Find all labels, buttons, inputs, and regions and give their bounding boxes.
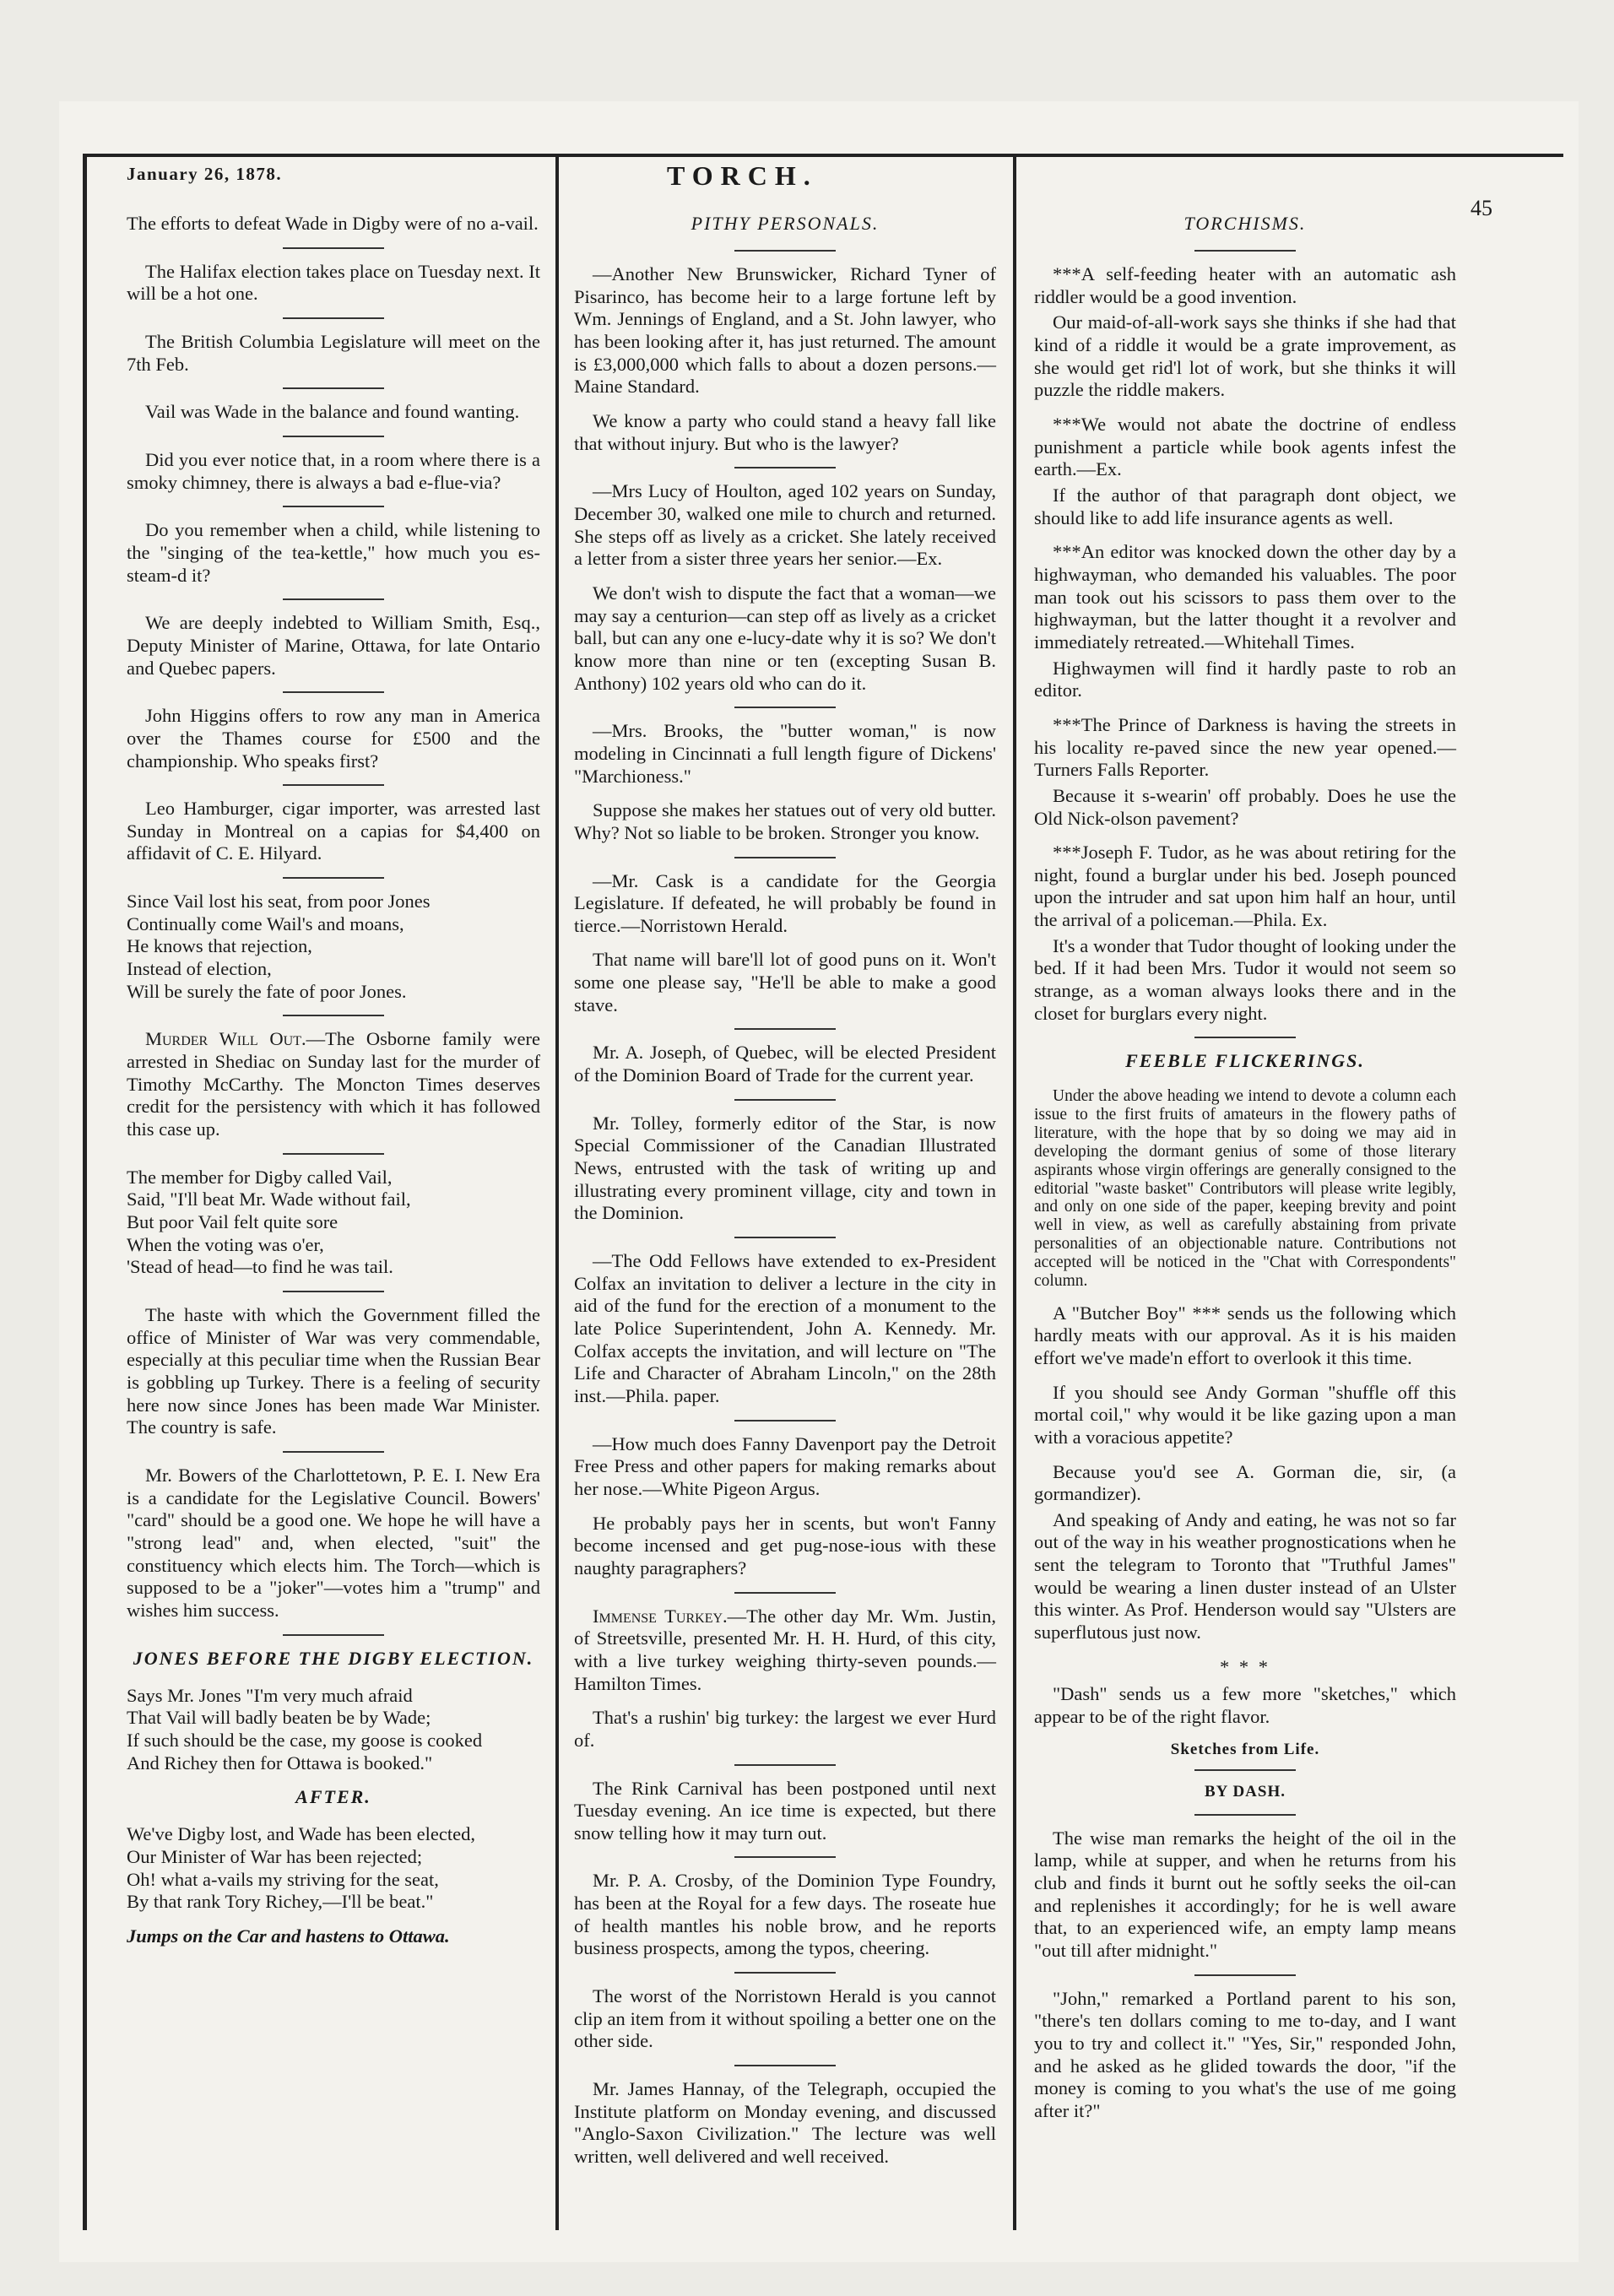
paragraph: If the author of that paragraph dont object, we should like to add life insurance agents as well.: [1034, 484, 1456, 528]
paragraph: If you should see Andy Gorman "shuffle off this mortal coil," why would it be like gazing upon a man with a voracious appetite?: [1034, 1381, 1456, 1448]
separator-rule: [734, 1420, 836, 1421]
separator-rule: [1194, 1769, 1296, 1771]
poem-line: He knows that rejection,: [127, 935, 312, 957]
poem-line: The member for Digby called Vail,: [127, 1166, 393, 1188]
separator-rule: [734, 857, 836, 858]
paragraph: We don't wish to dispute the fact that a woman—we may say a centurion—can step off as lively as a cricket ball, but can any one e-lucy-date why it is so? We don't know more than nine or ten (excepting Susan B. Anthony) 102 years old who can do it.: [574, 582, 996, 694]
column-2: [574, 213, 996, 2180]
paragraph: Mr. James Hannay, of the Telegraph, occupied the Institute platform on Monday evening, and discussed "Anglo-Saxon Civilization." The lecture was well written, well delivered and well received.: [574, 2078, 996, 2168]
paragraph: ***Joseph F. Tudor, as he was about retiring for the night, found a burglar under his bed. Joseph pounced upon the intruder and sat upon him half an hour, until the arrival of a policeman.—Phila. Ex.: [1034, 842, 1456, 931]
separator-rule: [283, 784, 384, 786]
paragraph: We are deeply indebted to William Smith, Esq., Deputy Minister of Marine, Ottawa, for late Ontario and Quebec papers.: [127, 612, 540, 679]
poem-line: Instead of election,: [127, 958, 272, 980]
top-rule: [83, 154, 1563, 157]
poem-line: Since Vail lost his seat, from poor Jones: [127, 891, 431, 912]
poem-jones-before: [127, 1685, 540, 1775]
separator-rule: [734, 1099, 836, 1101]
paragraph: The haste with which the Government filled the office of Minister of War was very commendable, especially at this peculiar time when the Russian Bear is gobbling up Turkey. There is a feeling of security here now since Jones has been made War Minister. The country is safe.: [127, 1303, 540, 1438]
paragraph: "John," remarked a Portland parent to his son, "there's ten dollars coming to me to-day, and I want you to try and collect it." "Yes, Sir," responded John, and he asked as he glided towards the door, "if the money is coming to you what's the use of me going after it?": [1034, 1987, 1456, 2121]
poem-line: Oh! what a-vails my striving for the seat,: [127, 1868, 439, 1890]
paragraph: Mr. Bowers of the Charlottetown, P. E. I. New Era is a candidate for the Legislative Council. Bowers' "card" should be a good one. We hope he will have a "strong lead" and, when elected, "suit" the constituency which elects him. The Torch—which is supposed to be a "joker"—votes him a "trump" and wishes him success.: [127, 1464, 540, 1621]
separator-rule: [283, 247, 384, 249]
column-1: [127, 213, 540, 1960]
paragraph: "Dash" sends us a few more "sketches," which appear to be of the right flavor.: [1034, 1683, 1456, 1728]
poem-line: We've Digby lost, and Wade has been elected,: [127, 1823, 475, 1845]
separator-rule: [734, 707, 836, 708]
paragraph: That name will bare'll lot of good puns on it. Won't some one please say, "He'll be able to make a good stave.: [574, 949, 996, 1015]
paragraph: —Mrs. Brooks, the "butter woman," is now modeling in Cincinnati a full length figure of Dickens' "Marchioness.": [574, 720, 996, 787]
separator-rule: [734, 1856, 836, 1858]
poem-line: But poor Vail felt quite sore: [127, 1211, 339, 1232]
separator-rule: [734, 1972, 836, 1974]
paragraph: John Higgins offers to row any man in America over the Thames course for £500 and the championship. Who speaks first?: [127, 705, 540, 772]
separator-rule: [283, 1451, 384, 1453]
paragraph: ***An editor was knocked down the other day by a highwayman, who demanded his valuables. The poor man took out his scissors to pass them over to the highwayman, but the latter thought it a revolver and immediately retreated.—Whitehall Times.: [1034, 541, 1456, 653]
paragraph: Did you ever notice that, in a room where there is a smoky chimney, there is always a bad e-flue-via?: [127, 448, 540, 493]
separator-rule: [283, 691, 384, 693]
paragraph: And speaking of Andy and eating, he was not so far out of the way in his weather prognostications when he sent the telegram to Toronto that "Truthful James" would be wearing a linen duster instead of an Ulster this winter. As Prof. Henderson would say "Ulsters are superflutous just now.: [1034, 1508, 1456, 1643]
newspaper-page: [59, 101, 1579, 2262]
separator-rule: [283, 1015, 384, 1016]
paragraph: Mr. P. A. Crosby, of the Dominion Type Foundry, has been at the Royal for a few days. The roseate hue of health mantles his noble brow, and he reports business prospects, among the typos, cheering.: [574, 1870, 996, 1959]
paragraph: The wise man remarks the height of the oil in the lamp, while at supper, and when he returns from his club and finds it burnt out he softly seeks the oil-can and replenishes it accordingly; for he is well aware that, to an experienced wife, an empty lamp means "out till after midnight.": [1034, 1827, 1456, 1962]
poem-digby-member: [127, 1167, 540, 1279]
section-heading: JONES BEFORE THE DIGBY ELECTION.: [133, 1647, 534, 1669]
separator-rule: [283, 436, 384, 437]
poem-line: Our Minister of War has been rejected;: [127, 1845, 423, 1867]
separator-rule: [283, 387, 384, 389]
paragraph: The efforts to defeat Wade in Digby were of no a-vail.: [127, 213, 539, 234]
paragraph: Immense Turkey.—The other day Mr. Wm. Justin, of Streetsville, presented Mr. H. H. Hurd, of this city, with a live turkey weighing thirty-seven pounds.—Hamilton Times.: [574, 1605, 996, 1694]
left-rule: [83, 154, 87, 2230]
section-subheading: AFTER.: [295, 1786, 371, 1808]
poem-line: That Vail will badly beaten be by Wade;: [127, 1707, 431, 1729]
paragraph: ***The Prince of Darkness is having the streets in his locality re-paved since the new year opened.—Turners Falls Reporter.: [1034, 713, 1456, 781]
poem-line: 'Stead of head—to find he was tail.: [127, 1256, 393, 1278]
paragraph: A "Butcher Boy" *** sends us the following which hardly meats with our approval. As it is his maiden effort we've made'n effort to overlook it this time.: [1034, 1302, 1456, 1368]
paragraph: ***A self-feeding heater with an automatic ash riddler would be a good invention.: [1034, 263, 1456, 307]
separator-rule: [283, 598, 384, 600]
paragraph: —Mrs Lucy of Houlton, aged 102 years on Sunday, December 30, walked one mile to church and returned. She steps off as lively as a cricket. She lately received a letter from a sister three years her senior.—Ex.: [574, 480, 996, 570]
column-3: [1034, 213, 1456, 2135]
separator-rule: [734, 467, 836, 468]
paragraph: Mr. A. Joseph, of Quebec, will be elected President of the Dominion Board of Trade for the current year.: [574, 1042, 996, 1086]
paragraph: He probably pays her in scents, but won't Fanny become incensed and get pug-nose-ious with these naughty paragraphers?: [574, 1512, 996, 1578]
separator-rule: [734, 1764, 836, 1766]
section-heading: PITHY PERSONALS.: [691, 213, 880, 234]
paragraph: We know a party who could stand a heavy fall like that without injury. But who is the lawyer?: [574, 410, 996, 454]
paragraph: Murder Will Out.—The Osborne family were arrested in Shediac on Sunday last for the murder of Timothy McCarthy. The Moncton Times deserves credit for the persistency with which it has followed this case up.: [127, 1028, 540, 1140]
separator-rule: [734, 1237, 836, 1238]
separator-rule: [1194, 1814, 1296, 1816]
separator-rule: [734, 250, 836, 252]
paragraph: Because you'd see A. Gorman die, sir, (a gormandizer).: [1034, 1460, 1456, 1505]
separator-rule: [734, 2065, 836, 2066]
paragraph: It's a wonder that Tudor thought of looking under the bed. If it had been Mrs. Tudor it would not seem so strange, as a woman always looks there and in the closet for burglars every night.: [1034, 934, 1456, 1024]
paragraph: That's a rushin' big turkey: the largest we ever Hurd of.: [574, 1707, 996, 1751]
paragraph: Highwaymen will find it hardly paste to rob an editor.: [1034, 657, 1456, 701]
paragraph: —How much does Fanny Davenport pay the Detroit Free Press and other papers for making remarks about her nose.—White Pigeon Argus.: [574, 1432, 996, 1499]
section-subheading: Sketches from Life.: [1170, 1740, 1320, 1758]
paragraph: Because it s-wearin' off probably. Does he use the Old Nick-olson pavement?: [1034, 784, 1456, 829]
separator-rule: [1194, 1974, 1296, 1976]
paragraph: The Halifax election takes place on Tuesday next. It will be a hot one.: [127, 260, 540, 305]
editor-notice: Under the above heading we intend to devote a column each issue to the first fruits of amateurs in the flowery paths of literature, with the hope that by so doing we may aid in developing the dormant genius of some of those literary aspirants whose virgin offerings are generally consigned to the editorial "waste basket" Contributors will please write legibly, and only on one side of the paper, keeping brevity and point well in view, as well as carefully abstaining from private personalities of an objectionable nature. Contributions not accepted will be noticed in the "Chat with Correspondents" column.: [1034, 1087, 1456, 1290]
separator-rule: [283, 1153, 384, 1155]
paragraph: Suppose she makes her statues out of very old butter. Why? Not so liable to be broken. Stronger you know.: [574, 799, 996, 843]
section-heading: TORCHISMS.: [1183, 213, 1307, 234]
poem-line: And Richey then for Ottawa is booked.": [127, 1752, 433, 1773]
byline: BY DASH.: [1205, 1783, 1286, 1801]
paragraph: Vail was Wade in the balance and found wanting.: [145, 401, 520, 423]
paragraph: Leo Hamburger, cigar importer, was arrested last Sunday in Montreal on a capias for $4,400 on affidavit of C. E. Hilyard.: [127, 798, 540, 864]
column-rule-1: [555, 154, 559, 2230]
poem-line: When the voting was o'er,: [127, 1233, 324, 1255]
paragraph: —Mr. Cask is a candidate for the Georgia Legislature. If defeated, he will probably be found in tierce.—Norristown Herald.: [574, 869, 996, 936]
page-number: 45: [1470, 196, 1492, 220]
column-rule-2: [1013, 154, 1016, 2230]
paragraph: Our maid-of-all-work says she thinks if she had that kind of a riddle it would be a grate improvement, as she would get rid'l lot of work, but she thinks it will puzzle the riddle makers.: [1034, 311, 1456, 401]
separator-rule: [283, 1634, 384, 1636]
run-in-head: Immense Turkey.: [593, 1605, 728, 1627]
paragraph: —The Odd Fellows have extended to ex-President Colfax an invitation to deliver a lecture in the city in aid of the fund for the erection of a monument to the late Police Superintendent, John A. Kennedy. Mr. Colfax accepts the invitation, and will lecture on "The Life and Character of Abraham Lincoln," on the 28th inst.—Phila. paper.: [574, 1250, 996, 1406]
run-in-head: Murder Will Out.: [145, 1028, 306, 1050]
poem-line: Continually come Wail's and moans,: [127, 912, 404, 934]
poem-vail-jones: [127, 891, 540, 1003]
tagline: Jumps on the Car and hastens to Ottawa.: [127, 1925, 450, 1947]
paragraph: —Another New Brunswicker, Richard Tyner of Pisarinco, has become heir to a large fortune left by Wm. Jennings of England, and a St. John lawyer, who has been looking after it, has just returned. The amount is £3,000,000 which falls to about a dozen persons.—Maine Standard.: [574, 263, 996, 398]
poem-line: If such should be the case, my goose is cooked: [127, 1729, 483, 1751]
separator-rule: [734, 1028, 836, 1030]
separator-rule: [734, 1592, 836, 1594]
separator-rule: [283, 317, 384, 319]
masthead-title: TORCH.: [667, 160, 818, 191]
paragraph: Mr. Tolley, formerly editor of the Star, is now Special Commissioner of the Canadian Illustrated News, entrusted with the task of writing up and illustrating every prominent village, city and town in the Dominion.: [574, 1112, 996, 1224]
separator-rule: [283, 1291, 384, 1292]
separator-rule: [283, 506, 384, 507]
section-heading: FEEBLE FLICKERINGS.: [1125, 1050, 1365, 1072]
paragraph: Do you remember when a child, while listening to the "singing of the tea-kettle," how much you es-steam-d it?: [127, 519, 540, 586]
poem-jones-after: [127, 1823, 540, 1914]
asterism: * * *: [1220, 1655, 1270, 1677]
poem-line: Will be surely the fate of poor Jones.: [127, 980, 407, 1002]
poem-line: Said, "I'll beat Mr. Wade without fail,: [127, 1189, 411, 1210]
paragraph: The Rink Carnival has been postponed until next Tuesday evening. An ice time is expected, but there snow telling how it may turn out.: [574, 1777, 996, 1844]
paragraph: The British Columbia Legislature will meet on the 7th Feb.: [127, 330, 540, 375]
paragraph: ***We would not abate the doctrine of endless punishment a particle while book agents infest the earth.—Ex.: [1034, 414, 1456, 480]
poem-line: Says Mr. Jones "I'm very much afraid: [127, 1684, 413, 1706]
separator-rule: [283, 877, 384, 879]
poem-line: By that rank Tory Richey,—I'll be beat.": [127, 1891, 434, 1913]
separator-rule: [1194, 250, 1296, 252]
paragraph: The worst of the Norristown Herald is you cannot clip an item from it without spoiling a better one on the other side.: [574, 1985, 996, 2052]
separator-rule: [1194, 1037, 1296, 1038]
issue-date: January 26, 1878.: [127, 164, 283, 184]
